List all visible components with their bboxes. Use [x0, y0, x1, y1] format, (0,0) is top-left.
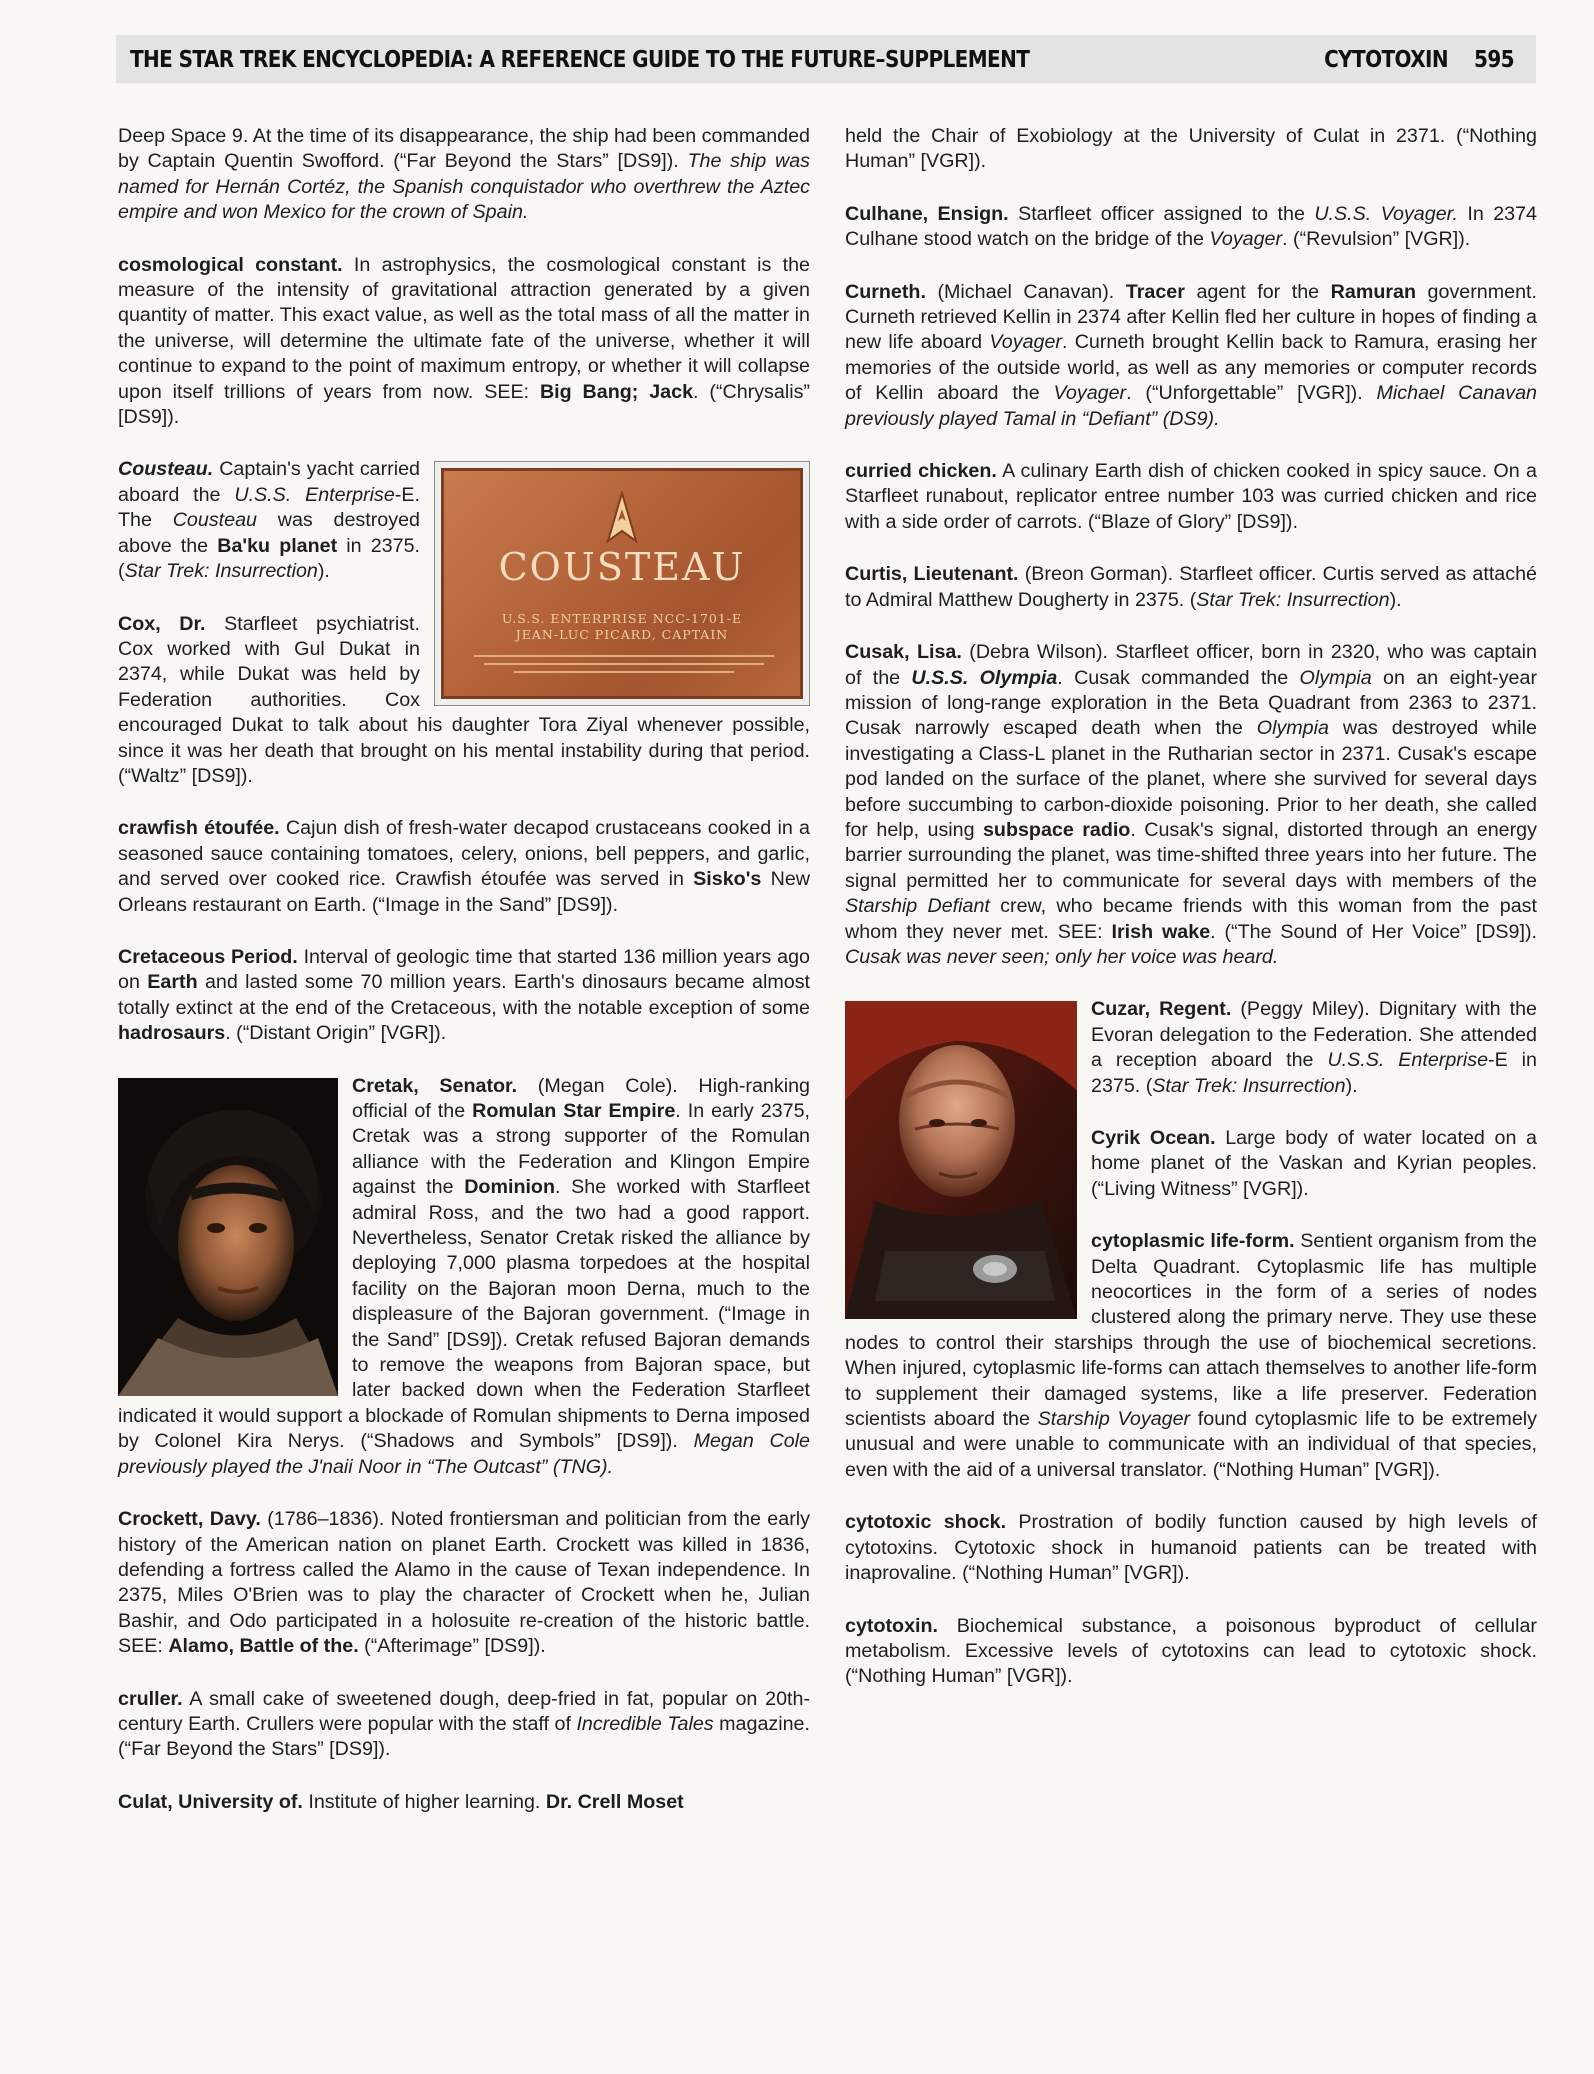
cross-ref: Sisko's [693, 868, 762, 891]
headword: Culhane, Ensign. [845, 202, 1009, 225]
headword: Curtis, Lieutenant. [845, 563, 1019, 586]
entry-text: was destroyed above the [118, 509, 420, 557]
cuzar-portrait-image [845, 1001, 1077, 1319]
ship-name: Voyager [1209, 228, 1283, 251]
entry-text: . (“The Sound of Her Voice” [DS9]). [1210, 920, 1537, 943]
headword: Cusak, Lisa. [845, 641, 962, 664]
film-title: Star Trek: Insurrection [1152, 1074, 1346, 1097]
entry-text: New Orleans restaurant on Earth. (“Image in the Sand” [DS9]). [118, 868, 810, 916]
ship-name: U.S.S. Enterprise [234, 483, 395, 506]
entry-text: Starfleet officer assigned to the [1008, 202, 1315, 225]
entry-text: magazine. (“Far Beyond the Stars” [DS9]). [118, 1712, 810, 1761]
entry-text: crew, who became friends with this woman from the past whom they never met. SEE: [845, 895, 1537, 943]
entry-text: government. Curneth retrieved Kellin in 2374 after Kellin fled her culture in hopes of finding a new life aboard [845, 280, 1537, 354]
entry-note: Cusak was never seen; only her voice was heard. [845, 945, 1279, 968]
entry-cruller [118, 1687, 810, 1763]
cross-ref: Ba'ku planet [217, 534, 338, 557]
starfleet-delta-icon [598, 491, 646, 547]
film-title: Star Trek: Insurrection [124, 560, 318, 583]
ship-name: Voyager [989, 331, 1062, 354]
cousteau-plaque-photo [434, 461, 810, 706]
entry-text: (Debra Wilson). Starfleet officer, born in 2320, who was captain of the [845, 641, 1537, 689]
entry-text: held the Chair of Exobiology at the University of Culat in 2371. (“Nothing Human” [VGR]). [845, 125, 1537, 173]
entry-text: Institute of higher learning. [302, 1790, 546, 1813]
entry-text: A culinary Earth dish of chicken cooked in spicy sauce. On a Starfleet runabout, replicator entree number 103 was curried chicken and rice with a side order of carrots. (“Blaze of Glory” [DS9]). [845, 460, 1537, 533]
ship-name: U.S.S. Enterprise [1327, 1049, 1489, 1072]
entry-text: A small cake of sweetened dough, deep-fried in fat, popular on 20th-century Earth. Crullers were popular with the staff of [118, 1687, 810, 1735]
headword: Crockett, Davy. [118, 1508, 261, 1531]
entry-text: found cytoplasmic life to be extremely unusual and were unable to communicate with an individual of that species, even with the aid of a universal translator. (“Nothing Human” [VGR]). [845, 1408, 1537, 1481]
entry-text: (Megan Cole). High-ranking official of the [352, 1074, 811, 1122]
headword: Cretak, Senator. [352, 1074, 518, 1097]
entry-text: (Breon Gorman). Starfleet officer. Curtis served as attaché to Admiral Matthew Dougherty in 2375. ( [845, 563, 1537, 611]
left-column [118, 124, 810, 1842]
entry-text: (Peggy Miley). Dignitary with the Evoran delegation to the Federation. She attended a reception aboard the [1091, 998, 1537, 1072]
entry-text: on an eight-year mission of long-range exploration in the Beta Quadrant from 2363 to 2371. Cusak narrowly escaped death when the [845, 666, 1537, 740]
cross-ref: Irish wake [1111, 920, 1211, 943]
headword: Curneth. [845, 280, 926, 303]
entry-text: and lasted some 70 million years. Earth's dinosaurs became almost totally extinct at the end of the Cretaceous, with the notable exception of some [118, 971, 811, 1019]
cross-ref: subspace radio [982, 818, 1131, 841]
entry-text: -E. The [118, 483, 420, 532]
entry-cosmological-constant [118, 253, 810, 431]
ship-name: Olympia [1256, 717, 1329, 740]
cross-ref: Earth [147, 971, 198, 994]
entry-text: . Cusak's signal, distorted through an energy barrier surrounding the planet, was time-shifted three years into her future. The signal permitted her to communicate for several days with members of the [845, 818, 1537, 892]
entry-text: (Michael Canavan). [925, 280, 1126, 303]
entry-text: ). [1389, 588, 1402, 611]
plaque-captain: JEAN-LUC PICARD, CAPTAIN [515, 627, 729, 643]
ship-name: Starship Voyager [1037, 1408, 1191, 1431]
entry-cousteau-group [118, 457, 810, 789]
entry-text: . (“Chrysalis” [DS9]). [118, 380, 810, 429]
cross-ref: Big Bang; Jack [539, 380, 694, 403]
entry-cretaceous-period [118, 945, 810, 1047]
headword: cruller. [118, 1687, 183, 1710]
entry-curtis-lieutenant [845, 562, 1537, 613]
cross-ref: Romulan Star Empire [472, 1100, 676, 1122]
entry-curried-chicken [845, 459, 1537, 535]
headword: Cousteau. [118, 458, 214, 481]
film-title: Star Trek: Insurrection [1196, 588, 1390, 611]
entry-text: Deep Space 9. At the time of its disappearance, the ship had been commanded by Captain Quentin Swofford. (“Far Beyond the Stars” [DS9]). [118, 125, 810, 173]
entry-text: . Curneth brought Kellin back to Ramura, erasing her memories of the outside world, as well as any memories or computer records of Kellin aboard the [845, 331, 1538, 405]
entry-text: Large body of water located on a home planet of the Vaskan and Kyrian peoples. (“Living Witness” [VGR]). [1091, 1127, 1538, 1200]
headword: cytoplasmic life-form. [1091, 1230, 1295, 1253]
entry-cytotoxin [845, 1614, 1537, 1690]
guide-word: CYTOTOXIN [1324, 45, 1448, 73]
regent-cuzar-photo [845, 1001, 1077, 1319]
book-title: THE STAR TREK ENCYCLOPEDIA: A REFERENCE GUIDE TO THE FUTURE–SUPPLEMENT [130, 45, 1030, 73]
entry-cusak-lisa [845, 640, 1537, 970]
entry-curneth [845, 280, 1537, 432]
entry-crawfish-etoufee [118, 816, 810, 918]
entry-text: ). [317, 560, 330, 583]
magazine-title: Incredible Tales [576, 1712, 714, 1735]
entry-cretak-group [118, 1074, 810, 1481]
entry-text: -E in 2375. ( [1091, 1049, 1537, 1097]
entry-text: . (“Revulsion” [VGR]). [1282, 228, 1471, 251]
entry-text: . (“Unforgettable” [VGR]). [1126, 382, 1377, 405]
entry-text: Interval of geologic time that started 136 million years ago on [118, 945, 810, 994]
headword: curried chicken. [845, 460, 997, 483]
entry-text: Captain's yacht carried aboard the [118, 458, 420, 506]
headword: cytotoxin. [845, 1614, 938, 1637]
entry-note: Michael Canavan previously played Tamal in “Defiant” (DS9). [845, 382, 1537, 430]
entry-text: Cajun dish of fresh-water decapod crustaceans cooked in a seasoned sauce containing tomatoes, celery, onions, bell peppers, and garlic, and served over cooked rice. Crawfish étoufée was served in [118, 817, 810, 891]
entry-text: . She worked with Starfleet admiral Ross, and the two had a good rapport. Nevertheless, Senator Cretak risked the alliance by deploying 7,000 plasma torpedoes at the hospital facility on the Bajoran moon Derna, much to the displeasure of the Bajoran government. (“Image in the Sand” [DS9]). Cretak refused Bajoran demands to remove the weapons from Bajoran space, but later backed down when the Federation Starfleet indicated it would support a blockade of Romulan shipments to Derna imposed by Colonel Kira Nerys. (“Shadows and Symbols” [DS9]). [118, 1176, 810, 1453]
entry-text: Biochemical substance, a poisonous byproduct of cellular metabolism. Excessive levels of cytotoxins can lead to cytotoxic shock. (“Nothing Human” [VGR]). [845, 1614, 1537, 1688]
entry-text: (“Afterimage” [DS9]). [358, 1635, 546, 1658]
plaque-registry: U.S.S. ENTERPRISE NCC-1701-E [501, 611, 743, 627]
entry-text: . In early 2375, Cretak was a strong supporter of the Romulan alliance with the Federation and Klingon Empire against the [352, 1100, 810, 1199]
headword: Cuzar, Regent. [1091, 998, 1232, 1021]
cross-ref: Alamo, Battle of the. [168, 1635, 359, 1658]
headword: cytotoxic shock. [845, 1511, 1007, 1534]
headword: crawfish étoufée. [118, 817, 280, 840]
cross-ref: Tracer [1125, 280, 1185, 303]
cross-ref: hadrosaurs [118, 1022, 226, 1045]
cross-ref: U.S.S. Olympia [911, 666, 1058, 689]
plaque [441, 468, 803, 699]
ship-name: Cousteau [172, 509, 257, 532]
ship-name: U.S.S. Voyager. [1314, 202, 1458, 225]
entry-cytotoxic-shock [845, 1510, 1537, 1586]
ship-name: Starship Defiant [845, 895, 990, 918]
headword: Cyrik Ocean. [1091, 1127, 1216, 1149]
entry-crockett-davy [118, 1507, 810, 1659]
cross-ref: Dr. Crell Moset [545, 1790, 684, 1813]
entry-cortez-continued [118, 124, 810, 226]
entry-text: Sentient organism from the Delta Quadrant. Cytoplasmic life has multiple neocortices in the form of a series of nodes clustered along the primary nerve. They use these nodes to control their starships through the use of biochemical secretions. When injured, cytoplasmic life-forms can attach themselves to another life-form to supplement their damaged systems, like a life preserver. Federation scientists aboard the [845, 1230, 1537, 1431]
entry-culat-continued [845, 124, 1537, 175]
entry-text: agent for the [1184, 280, 1331, 303]
plaque-ship-name: COUSTEAU [498, 545, 746, 590]
right-column [845, 124, 1537, 1717]
entry-cuzar-group [845, 997, 1537, 1483]
entry-text: (1786–1836). Noted frontiersman and politician from the early history of the American nation on planet Earth. Crockett was killed in 1836, defending a fortress called the Alamo in the cause of Texan independence. In 2375, Miles O'Brien was to play the character of Crockett when he, Julian Bashir, and Odo participated in a holosuite re-creation of the historic battle. SEE: [118, 1508, 810, 1658]
entry-text: was destroyed while investigating a Class-L planet in the Rutharian sector in 2371. Cusak's escape pod landed on the surface of the planet, where she survived for several days before succumbing to carbon-dioxide poisoning. Prior to her death, she called for help, using [845, 717, 1538, 841]
entry-text: . Cusak commanded the [1057, 666, 1300, 689]
headword: Cox, Dr. [118, 612, 206, 635]
headword: Culat, University of. [118, 1790, 303, 1813]
entry-text: in 2375. ( [118, 534, 420, 583]
headword: cosmological constant. [118, 253, 343, 276]
entry-text: In 2374 Culhane stood watch on the bridge of the [845, 202, 1537, 251]
entry-text: . (“Distant Origin” [VGR]). [225, 1022, 447, 1045]
entry-culat-university [118, 1790, 810, 1815]
cross-ref: Ramuran [1330, 280, 1417, 303]
cretak-portrait-image [118, 1078, 338, 1396]
entry-text: ). [1345, 1074, 1358, 1097]
headword: Cretaceous Period. [118, 945, 298, 968]
plaque-fine-print-decoration [474, 653, 774, 681]
entry-note: The ship was named for Hernán Cortéz, the Spanish conquistador who overthrew the Aztec empire and won Mexico for the crown of Spain. [118, 150, 810, 224]
entry-text: Starfleet psychiatrist. Cox worked with Gul Dukat in 2374, while Dukat was held by Federation authorities. Cox encouraged Dukat to talk about his daughter Tora Ziyal whenever possible, since it was her death that brought on his mental instability during that period. (“Waltz” [DS9]). [118, 612, 810, 787]
entry-text: Prostration of bodily function caused by high levels of cytotoxins. Cytotoxic shock in humanoid patients can be treated with inaprovaline. (“Nothing Human” [VGR]). [845, 1511, 1537, 1585]
running-header [116, 35, 1536, 83]
ship-name: Olympia [1299, 666, 1372, 689]
cross-ref: Dominion [464, 1176, 555, 1199]
entry-culhane-ensign [845, 202, 1537, 253]
ship-name: Voyager [1053, 382, 1127, 405]
page-number: 595 [1474, 45, 1514, 73]
entry-note: Megan Cole previously played the J'naii Noor in “The Outcast” (TNG). [118, 1430, 810, 1478]
entry-text: In astrophysics, the cosmological constant is the measure of the intensity of gravitational attraction generated by a given quantity of matter. This exact value, as well as the total mass of all the matter in the universe, will determine the ultimate fate of the universe, whether it will continue to expand to the point of maximum entropy, or whether it will collapse upon itself trillions of years from now. SEE: [118, 253, 810, 403]
senator-cretak-photo [118, 1078, 338, 1396]
